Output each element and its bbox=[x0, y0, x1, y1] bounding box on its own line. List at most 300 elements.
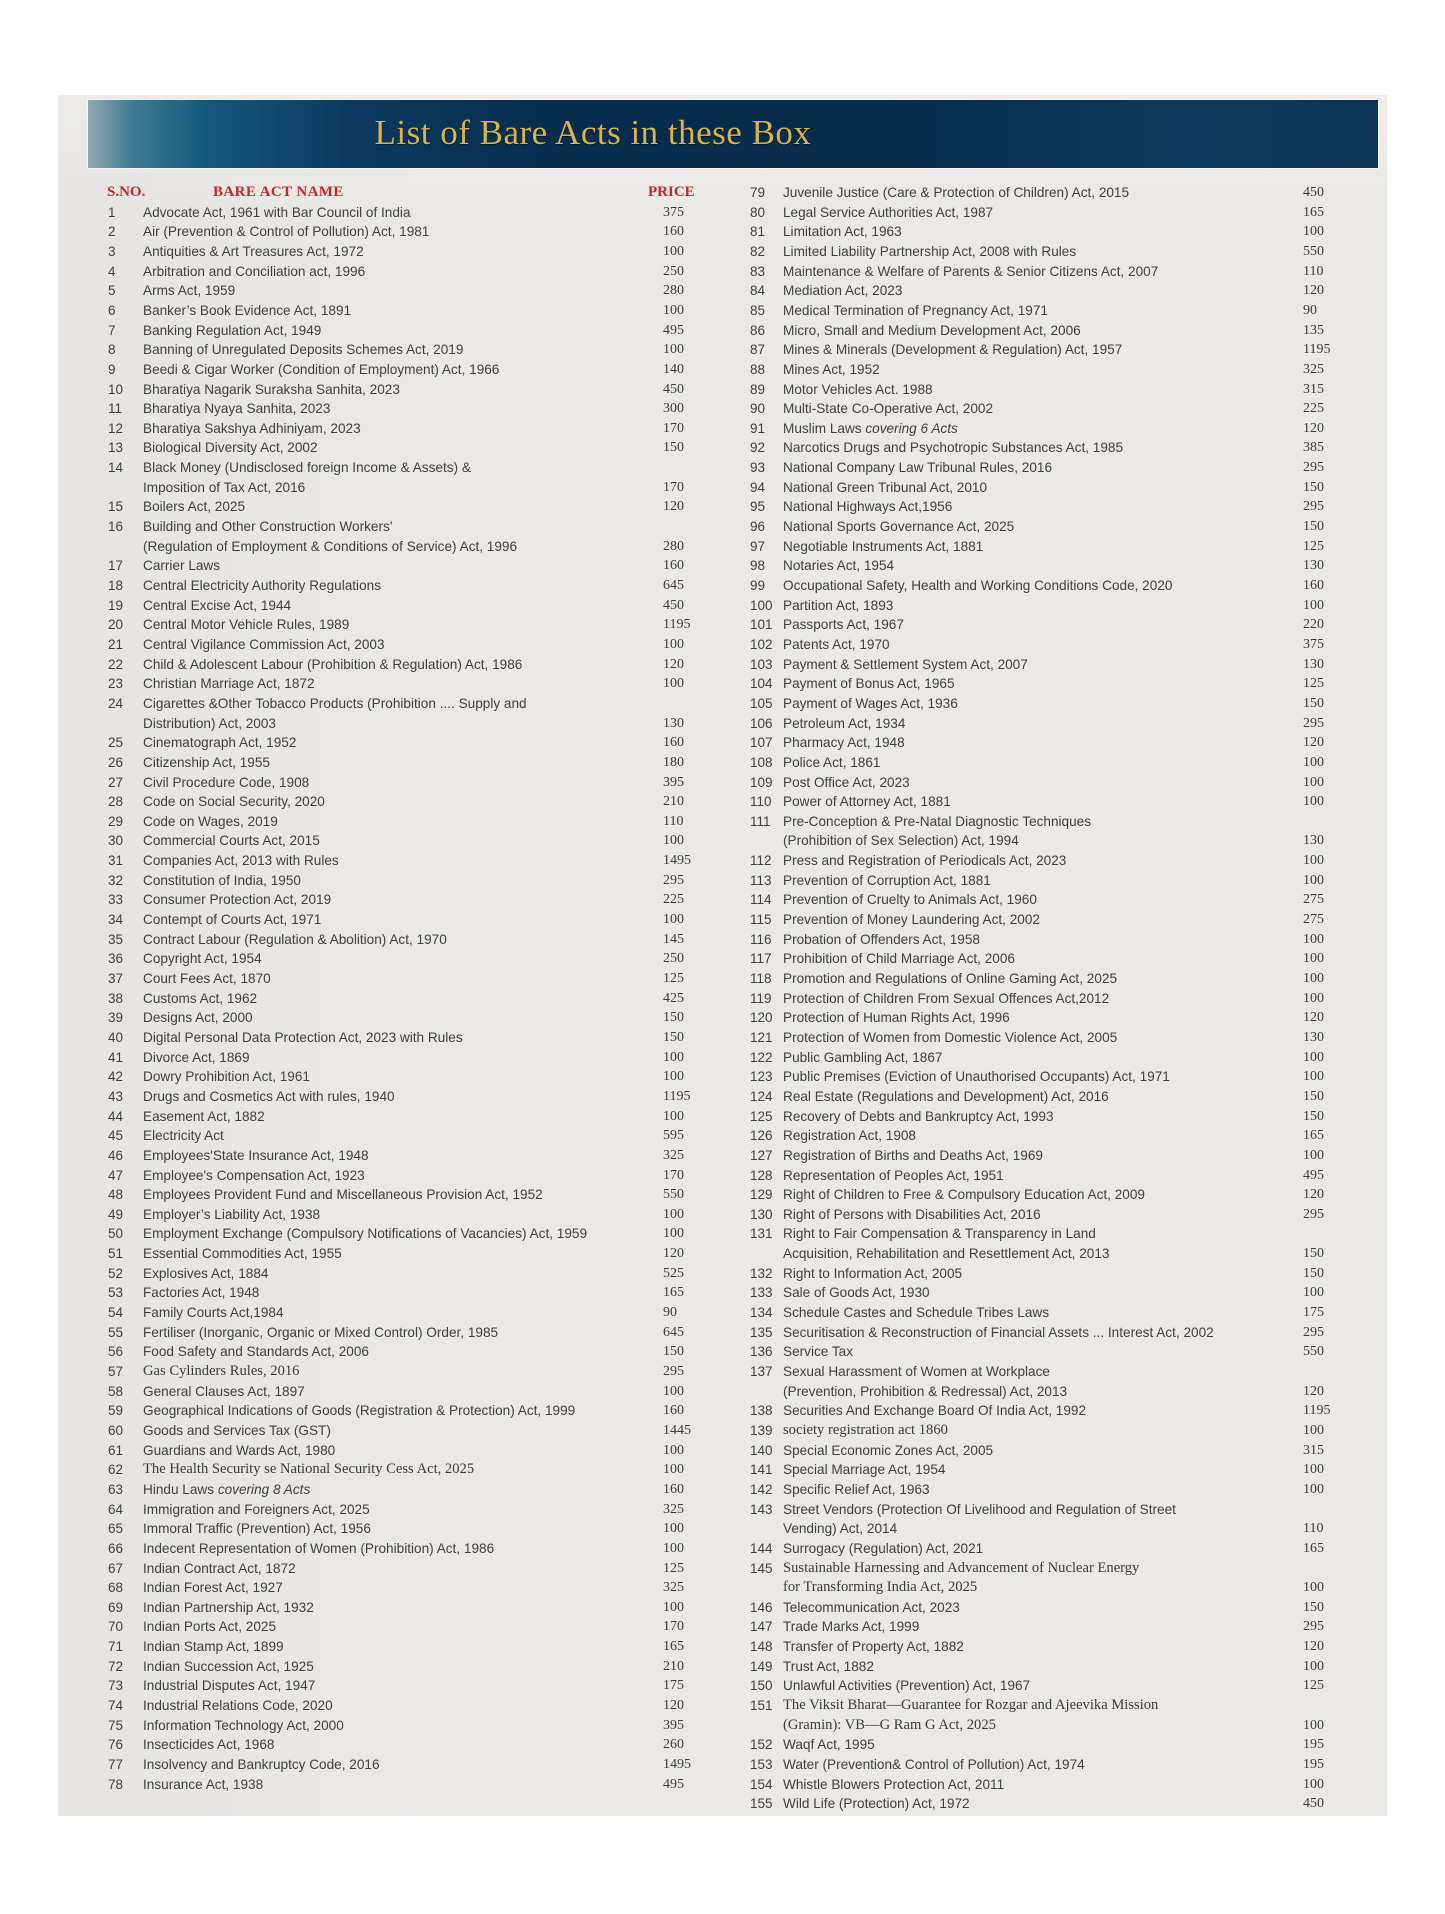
column-header-sno: S.NO. bbox=[107, 184, 146, 200]
item-name: Micro, Small and Medium Development Act, 2006 bbox=[783, 322, 1081, 338]
item-price: 250 bbox=[663, 951, 684, 967]
item-number: 82 bbox=[750, 243, 766, 259]
item-number: 2 bbox=[108, 224, 116, 240]
item-price: 225 bbox=[1303, 401, 1324, 417]
item-name-italic-part: covering 6 Acts bbox=[865, 420, 958, 436]
item-name: Special Marriage Act, 1954 bbox=[783, 1462, 946, 1478]
item-price: 395 bbox=[663, 1717, 684, 1733]
item-number: 138 bbox=[750, 1403, 773, 1419]
item-number: 50 bbox=[108, 1226, 124, 1242]
item-name: Distribution) Act, 2003 bbox=[143, 715, 276, 731]
item-name: Pharmacy Act, 1948 bbox=[783, 735, 905, 751]
item-number: 76 bbox=[108, 1737, 124, 1753]
item-name: Banking Regulation Act, 1949 bbox=[143, 322, 322, 338]
item-name: Dowry Prohibition Act, 1961 bbox=[143, 1069, 310, 1085]
item-name: Prevention of Corruption Act, 1881 bbox=[783, 872, 991, 888]
item-price: 100 bbox=[1303, 872, 1324, 888]
item-price: 100 bbox=[663, 676, 684, 692]
item-name: Antiquities & Art Treasures Act, 1972 bbox=[143, 243, 364, 259]
item-name: Central Excise Act, 1944 bbox=[143, 597, 292, 613]
item-number: 141 bbox=[750, 1462, 773, 1478]
item-name: (Prevention, Prohibition & Redressal) Act, 2013 bbox=[783, 1383, 1068, 1399]
item-price: 295 bbox=[1303, 715, 1324, 731]
item-name: Child & Adolescent Labour (Prohibition & Regulation) Act, 1986 bbox=[143, 656, 523, 672]
item-price: 595 bbox=[663, 1128, 684, 1144]
item-number: 22 bbox=[108, 656, 124, 672]
item-price: 100 bbox=[1303, 597, 1324, 613]
item-number: 60 bbox=[108, 1422, 124, 1438]
item-price: 100 bbox=[663, 342, 684, 358]
item-price: 150 bbox=[663, 1010, 684, 1026]
item-name: Goods and Services Tax (GST) bbox=[143, 1422, 331, 1438]
item-name: Digital Personal Data Protection Act, 2023 with Rules bbox=[143, 1029, 463, 1045]
item-number: 56 bbox=[108, 1344, 124, 1360]
item-price: 100 bbox=[663, 1049, 684, 1065]
item-price: 210 bbox=[663, 794, 684, 810]
item-name: Cinematograph Act, 1952 bbox=[143, 735, 297, 751]
item-number: 17 bbox=[108, 558, 124, 574]
item-price: 150 bbox=[1303, 1599, 1324, 1615]
item-number: 66 bbox=[108, 1540, 124, 1556]
item-price: 100 bbox=[1303, 971, 1324, 986]
item-number: 121 bbox=[750, 1029, 773, 1045]
item-name: Consumer Protection Act, 2019 bbox=[143, 892, 332, 908]
item-number: 139 bbox=[750, 1422, 773, 1438]
item-price: 495 bbox=[1303, 1167, 1324, 1183]
item-price: 120 bbox=[1303, 735, 1324, 751]
item-number: 44 bbox=[108, 1108, 124, 1124]
item-name: Protection of Women from Domestic Violence Act, 2005 bbox=[783, 1029, 1118, 1045]
item-number: 129 bbox=[750, 1187, 773, 1203]
item-number: 27 bbox=[108, 774, 124, 790]
item-number: 84 bbox=[750, 283, 766, 299]
item-price: 450 bbox=[663, 597, 684, 613]
item-price: 165 bbox=[663, 1285, 684, 1301]
item-name: Companies Act, 2013 with Rules bbox=[143, 853, 339, 869]
item-number: 142 bbox=[750, 1481, 773, 1497]
item-number: 78 bbox=[108, 1776, 124, 1792]
item-price: 100 bbox=[663, 1462, 684, 1478]
item-number: 35 bbox=[108, 931, 124, 947]
item-number: 131 bbox=[750, 1226, 773, 1242]
item-price: 275 bbox=[1303, 912, 1324, 928]
item-number: 94 bbox=[750, 479, 766, 495]
item-price: 550 bbox=[1303, 1344, 1324, 1360]
item-price: 165 bbox=[663, 1639, 684, 1655]
item-price: 1195 bbox=[1303, 1403, 1331, 1419]
item-name: Legal Service Authorities Act, 1987 bbox=[783, 204, 994, 220]
item-name: Prevention of Money Laundering Act, 2002 bbox=[783, 912, 1040, 928]
item-number: 61 bbox=[108, 1442, 124, 1458]
item-name: Court Fees Act, 1870 bbox=[143, 971, 271, 986]
item-price: 100 bbox=[1303, 1462, 1324, 1478]
item-number: 143 bbox=[750, 1501, 773, 1517]
item-name: Mines & Minerals (Development & Regulation) Act, 1957 bbox=[783, 342, 1123, 358]
item-name: Industrial Relations Code, 2020 bbox=[143, 1698, 333, 1714]
item-name: Police Act, 1861 bbox=[783, 754, 881, 770]
item-price: 100 bbox=[1303, 853, 1324, 869]
item-name: Imposition of Tax Act, 2016 bbox=[143, 479, 306, 495]
item-name: Probation of Offenders Act, 1958 bbox=[783, 931, 980, 947]
item-price: 150 bbox=[1303, 695, 1324, 711]
item-name: Insecticides Act, 1968 bbox=[143, 1737, 275, 1753]
item-price: 425 bbox=[663, 990, 684, 1006]
item-number: 18 bbox=[108, 578, 124, 593]
item-price: 395 bbox=[663, 774, 684, 790]
item-number: 37 bbox=[108, 971, 124, 986]
item-number: 101 bbox=[750, 617, 773, 633]
item-number: 73 bbox=[108, 1678, 124, 1694]
item-name: Muslim Laws covering 6 Acts bbox=[783, 420, 958, 436]
item-name: Commercial Courts Act, 2015 bbox=[143, 833, 320, 849]
item-name: Promotion and Regulations of Online Gaming Act, 2025 bbox=[783, 971, 1118, 986]
item-price: 1195 bbox=[663, 617, 691, 633]
item-price: 170 bbox=[663, 420, 684, 436]
item-price: 260 bbox=[663, 1737, 684, 1753]
item-price: 1445 bbox=[663, 1422, 691, 1438]
item-name: Immigration and Foreigners Act, 2025 bbox=[143, 1501, 370, 1517]
item-number: 12 bbox=[108, 420, 124, 436]
item-name: Press and Registration of Periodicals Act, 2023 bbox=[783, 853, 1067, 869]
item-price: 275 bbox=[1303, 892, 1324, 908]
item-name: Service Tax bbox=[783, 1344, 854, 1360]
item-number: 136 bbox=[750, 1344, 773, 1360]
item-name: Indian Partnership Act, 1932 bbox=[143, 1599, 314, 1615]
item-price: 165 bbox=[1303, 1540, 1324, 1556]
item-price: 100 bbox=[663, 1521, 684, 1537]
item-name: National Highways Act,1956 bbox=[783, 499, 953, 515]
item-name: Patents Act, 1970 bbox=[783, 636, 890, 652]
item-number: 155 bbox=[750, 1796, 773, 1812]
item-number: 77 bbox=[108, 1757, 124, 1772]
item-name: Factories Act, 1948 bbox=[143, 1285, 260, 1301]
item-name: Public Premises (Eviction of Unauthorised Occupants) Act, 1971 bbox=[783, 1069, 1170, 1085]
item-number: 102 bbox=[750, 636, 773, 652]
item-number: 134 bbox=[750, 1305, 773, 1321]
item-price: 150 bbox=[1303, 1108, 1324, 1124]
item-number: 85 bbox=[750, 302, 766, 318]
item-number: 115 bbox=[750, 912, 772, 928]
item-number: 54 bbox=[108, 1305, 124, 1321]
item-price: 120 bbox=[1303, 1187, 1324, 1203]
item-name: Insurance Act, 1938 bbox=[143, 1776, 264, 1792]
item-name: Insolvency and Bankruptcy Code, 2016 bbox=[143, 1757, 380, 1772]
item-price: 100 bbox=[663, 243, 684, 259]
item-number: 98 bbox=[750, 558, 766, 574]
item-number: 34 bbox=[108, 912, 124, 928]
item-name: Limited Liability Partnership Act, 2008 with Rules bbox=[783, 243, 1077, 259]
item-name: Waqf Act, 1995 bbox=[783, 1737, 875, 1753]
item-price: 100 bbox=[663, 302, 684, 318]
item-number: 113 bbox=[750, 872, 772, 888]
item-price: 150 bbox=[1303, 519, 1324, 535]
item-number: 9 bbox=[108, 361, 116, 377]
item-name: Customs Act, 1962 bbox=[143, 990, 258, 1006]
item-number: 75 bbox=[108, 1717, 124, 1733]
item-number: 68 bbox=[108, 1580, 124, 1596]
item-price: 130 bbox=[663, 715, 684, 731]
item-price: 100 bbox=[663, 833, 684, 849]
item-price: 170 bbox=[663, 479, 684, 495]
item-name: Notaries Act, 1954 bbox=[783, 558, 895, 574]
item-price: 150 bbox=[1303, 1246, 1324, 1262]
item-name: Securities And Exchange Board Of India Act, 1992 bbox=[783, 1403, 1087, 1419]
item-price: 1195 bbox=[1303, 342, 1331, 358]
item-number: 86 bbox=[750, 322, 766, 338]
item-number: 26 bbox=[108, 754, 124, 770]
item-name: Black Money (Undisclosed foreign Income & Assets) & bbox=[143, 460, 471, 476]
item-name: Right to Fair Compensation & Transparency in Land bbox=[783, 1226, 1096, 1242]
item-price: 160 bbox=[663, 1481, 684, 1497]
item-price: 100 bbox=[663, 1599, 684, 1615]
item-name-italic-part: covering 8 Acts bbox=[217, 1481, 311, 1497]
item-price: 210 bbox=[663, 1658, 684, 1674]
item-price: 100 bbox=[1303, 1717, 1324, 1733]
item-price: 160 bbox=[663, 558, 684, 574]
item-price: 495 bbox=[663, 322, 684, 338]
item-number: 65 bbox=[108, 1521, 124, 1537]
item-number: 154 bbox=[750, 1776, 773, 1792]
item-name: Right of Children to Free & Compulsory Education Act, 2009 bbox=[783, 1187, 1145, 1203]
item-price: 160 bbox=[663, 1403, 684, 1419]
item-name: Copyright Act, 1954 bbox=[143, 951, 262, 967]
item-number: 150 bbox=[750, 1678, 773, 1694]
item-number: 118 bbox=[750, 971, 772, 986]
item-name: Post Office Act, 2023 bbox=[783, 774, 910, 790]
item-number: 36 bbox=[108, 951, 124, 967]
item-name: Transfer of Property Act, 1882 bbox=[783, 1639, 964, 1655]
item-number: 127 bbox=[750, 1147, 773, 1163]
item-number: 146 bbox=[750, 1599, 773, 1615]
item-name: for Transforming India Act, 2025 bbox=[783, 1579, 978, 1596]
item-name: Food Safety and Standards Act, 2006 bbox=[143, 1344, 369, 1360]
item-name: Sexual Harassment of Women at Workplace bbox=[783, 1364, 1050, 1379]
item-number: 7 bbox=[108, 322, 116, 338]
item-price: 125 bbox=[1303, 676, 1324, 692]
item-number: 109 bbox=[750, 774, 773, 790]
item-name: Indian Forest Act, 1927 bbox=[143, 1580, 283, 1596]
item-name: Cigarettes &Other Tobacco Products (Prohibition .... Supply and bbox=[143, 695, 527, 711]
item-number: 69 bbox=[108, 1599, 124, 1615]
item-name: Right of Persons with Disabilities Act, 2016 bbox=[783, 1206, 1041, 1222]
item-name: Securitisation & Reconstruction of Financial Assets ... Interest Act, 2002 bbox=[783, 1324, 1214, 1340]
item-name: Registration of Births and Deaths Act, 1969 bbox=[783, 1147, 1043, 1163]
item-name: Central Electricity Authority Regulations bbox=[143, 578, 381, 593]
item-price: 550 bbox=[663, 1187, 684, 1203]
item-name: Central Motor Vehicle Rules, 1989 bbox=[143, 617, 350, 633]
item-name: Family Courts Act,1984 bbox=[143, 1305, 284, 1321]
item-name: Prevention of Cruelty to Animals Act, 1960 bbox=[783, 892, 1037, 908]
item-number: 153 bbox=[750, 1757, 773, 1772]
item-price: 110 bbox=[1303, 263, 1324, 279]
item-name: Protection of Children From Sexual Offences Act,2012 bbox=[783, 990, 1110, 1006]
item-name: Civil Procedure Code, 1908 bbox=[143, 774, 310, 790]
item-number: 58 bbox=[108, 1383, 124, 1399]
item-number: 124 bbox=[750, 1088, 773, 1104]
item-number: 132 bbox=[750, 1265, 773, 1281]
item-name: Payment & Settlement System Act, 2007 bbox=[783, 656, 1028, 672]
item-name: Petroleum Act, 1934 bbox=[783, 715, 906, 731]
item-number: 55 bbox=[108, 1324, 124, 1340]
item-price: 195 bbox=[1303, 1737, 1324, 1753]
item-name: Negotiable Instruments Act, 1881 bbox=[783, 538, 984, 554]
item-price: 180 bbox=[663, 754, 684, 770]
item-number: 43 bbox=[108, 1088, 124, 1104]
item-price: 125 bbox=[1303, 538, 1324, 554]
item-number: 51 bbox=[108, 1246, 124, 1262]
item-name: Employment Exchange (Compulsory Notifications of Vacancies) Act, 1959 bbox=[143, 1226, 588, 1242]
item-number: 145 bbox=[750, 1560, 773, 1576]
item-price: 150 bbox=[1303, 479, 1324, 495]
item-number: 10 bbox=[108, 381, 124, 397]
item-price: 100 bbox=[1303, 1285, 1324, 1301]
item-price: 120 bbox=[1303, 420, 1324, 436]
item-number: 110 bbox=[750, 794, 772, 810]
item-name: Real Estate (Regulations and Development) Act, 2016 bbox=[783, 1088, 1109, 1104]
item-price: 160 bbox=[663, 735, 684, 751]
item-price: 145 bbox=[663, 931, 684, 947]
item-number: 99 bbox=[750, 578, 766, 593]
item-price: 550 bbox=[1303, 243, 1324, 259]
item-number: 116 bbox=[750, 931, 772, 947]
item-name: Payment of Bonus Act, 1965 bbox=[783, 676, 955, 692]
item-price: 225 bbox=[663, 892, 684, 908]
item-number: 33 bbox=[108, 892, 124, 908]
item-number: 97 bbox=[750, 538, 766, 554]
item-price: 1495 bbox=[663, 853, 691, 869]
item-price: 100 bbox=[663, 1226, 684, 1242]
item-price: 135 bbox=[1303, 322, 1324, 338]
item-number: 144 bbox=[750, 1540, 773, 1556]
item-name: Beedi & Cigar Worker (Condition of Employment) Act, 1966 bbox=[143, 361, 500, 377]
item-name: Carrier Laws bbox=[143, 558, 221, 574]
item-name: Trust Act, 1882 bbox=[783, 1658, 874, 1674]
item-number: 3 bbox=[108, 243, 116, 259]
item-number: 29 bbox=[108, 813, 124, 829]
item-name: Medical Termination of Pregnancy Act, 1971 bbox=[783, 302, 1048, 318]
item-price: 295 bbox=[1303, 499, 1324, 515]
item-name: Building and Other Construction Workers' bbox=[143, 519, 393, 535]
item-number: 79 bbox=[750, 185, 766, 200]
item-name: Contempt of Courts Act, 1971 bbox=[143, 912, 322, 928]
item-name: The Viksit Bharat—Guarantee for Rozgar and Ajeevika Mission bbox=[783, 1697, 1159, 1714]
item-name: Code on Wages, 2019 bbox=[143, 813, 278, 829]
item-name: Christian Marriage Act, 1872 bbox=[143, 676, 315, 692]
item-name: Essential Commodities Act, 1955 bbox=[143, 1246, 342, 1262]
item-price: 120 bbox=[663, 1698, 684, 1714]
item-name: Bharatiya Nyaya Sanhita, 2023 bbox=[143, 401, 331, 417]
item-price: 150 bbox=[663, 1344, 684, 1360]
item-name: Public Gambling Act, 1867 bbox=[783, 1049, 943, 1065]
item-name: Indian Succession Act, 1925 bbox=[143, 1658, 314, 1674]
item-name: Motor Vehicles Act. 1988 bbox=[783, 381, 933, 397]
item-price: 170 bbox=[663, 1619, 684, 1635]
item-name: Multi-State Co-Operative Act, 2002 bbox=[783, 401, 994, 417]
item-price: 165 bbox=[1303, 204, 1324, 220]
item-name: Citizenship Act, 1955 bbox=[143, 754, 270, 770]
item-number: 89 bbox=[750, 381, 766, 397]
item-price: 280 bbox=[663, 283, 684, 299]
item-price: 295 bbox=[1303, 1206, 1324, 1222]
item-name: Bharatiya Sakshya Adhiniyam, 2023 bbox=[143, 420, 361, 436]
item-number: 125 bbox=[750, 1108, 773, 1124]
item-name: Unlawful Activities (Prevention) Act, 1967 bbox=[783, 1678, 1031, 1694]
item-price: 100 bbox=[1303, 794, 1324, 810]
item-number: 38 bbox=[108, 990, 124, 1006]
item-price: 525 bbox=[663, 1265, 684, 1281]
item-number: 108 bbox=[750, 754, 773, 770]
item-name: Advocate Act, 1961 with Bar Council of India bbox=[143, 204, 411, 220]
item-name: Maintenance & Welfare of Parents & Senior Citizens Act, 2007 bbox=[783, 263, 1159, 279]
item-number: 32 bbox=[108, 872, 124, 888]
item-name: Arms Act, 1959 bbox=[143, 283, 236, 299]
item-name: Arbitration and Conciliation act, 1996 bbox=[143, 263, 366, 279]
item-name: Employees Provident Fund and Miscellaneous Provision Act, 1952 bbox=[143, 1187, 543, 1203]
item-name: General Clauses Act, 1897 bbox=[143, 1383, 305, 1399]
item-name: Contract Labour (Regulation & Abolition) Act, 1970 bbox=[143, 931, 447, 947]
item-name: Special Economic Zones Act, 2005 bbox=[783, 1442, 994, 1458]
item-price: 195 bbox=[1303, 1757, 1324, 1772]
item-price: 375 bbox=[1303, 636, 1324, 652]
item-number: 28 bbox=[108, 794, 124, 810]
item-price: 100 bbox=[1303, 1776, 1324, 1792]
item-price: 295 bbox=[1303, 460, 1324, 476]
item-price: 100 bbox=[1303, 1049, 1324, 1065]
item-name: Occupational Safety, Health and Working Conditions Code, 2020 bbox=[783, 578, 1173, 593]
item-number: 47 bbox=[108, 1167, 124, 1183]
item-name: Banning of Unregulated Deposits Schemes Act, 2019 bbox=[143, 342, 464, 358]
item-number: 96 bbox=[750, 519, 766, 535]
item-number: 112 bbox=[750, 853, 772, 869]
item-name: Geographical Indications of Goods (Registration & Protection) Act, 1999 bbox=[143, 1403, 576, 1419]
item-number: 103 bbox=[750, 656, 773, 672]
item-number: 74 bbox=[108, 1698, 124, 1714]
item-price: 645 bbox=[663, 578, 684, 593]
item-price: 140 bbox=[663, 361, 684, 377]
item-price: 130 bbox=[1303, 558, 1324, 574]
item-price: 150 bbox=[1303, 1088, 1324, 1104]
item-price: 325 bbox=[663, 1580, 684, 1596]
item-number: 23 bbox=[108, 676, 124, 692]
item-number: 46 bbox=[108, 1147, 124, 1163]
item-price: 100 bbox=[663, 1540, 684, 1556]
item-number: 6 bbox=[108, 302, 116, 318]
item-price: 90 bbox=[1303, 302, 1317, 318]
item-number: 52 bbox=[108, 1265, 124, 1281]
item-price: 325 bbox=[663, 1501, 684, 1517]
item-name: Schedule Castes and Schedule Tribes Laws bbox=[783, 1305, 1049, 1321]
item-price: 295 bbox=[663, 1364, 684, 1379]
item-number: 25 bbox=[108, 735, 124, 751]
item-price: 110 bbox=[663, 813, 684, 829]
item-number: 40 bbox=[108, 1029, 124, 1045]
item-number: 119 bbox=[750, 990, 772, 1006]
item-price: 150 bbox=[663, 1029, 684, 1045]
item-name: Immoral Traffic (Prevention) Act, 1956 bbox=[143, 1521, 371, 1537]
item-name: Constitution of India, 1950 bbox=[143, 872, 301, 888]
item-name: Representation of Peoples Act, 1951 bbox=[783, 1167, 1004, 1183]
item-price: 450 bbox=[1303, 1796, 1324, 1812]
item-name: Trade Marks Act, 1999 bbox=[783, 1619, 920, 1635]
item-price: 450 bbox=[663, 381, 684, 397]
item-name: Power of Attorney Act, 1881 bbox=[783, 794, 951, 810]
item-price: 100 bbox=[663, 1069, 684, 1085]
item-name: Sale of Goods Act, 1930 bbox=[783, 1285, 930, 1301]
item-name: Limitation Act, 1963 bbox=[783, 224, 902, 240]
item-number: 20 bbox=[108, 617, 124, 633]
item-name: National Company Law Tribunal Rules, 2016 bbox=[783, 460, 1053, 476]
item-name: Boilers Act, 2025 bbox=[143, 499, 246, 515]
